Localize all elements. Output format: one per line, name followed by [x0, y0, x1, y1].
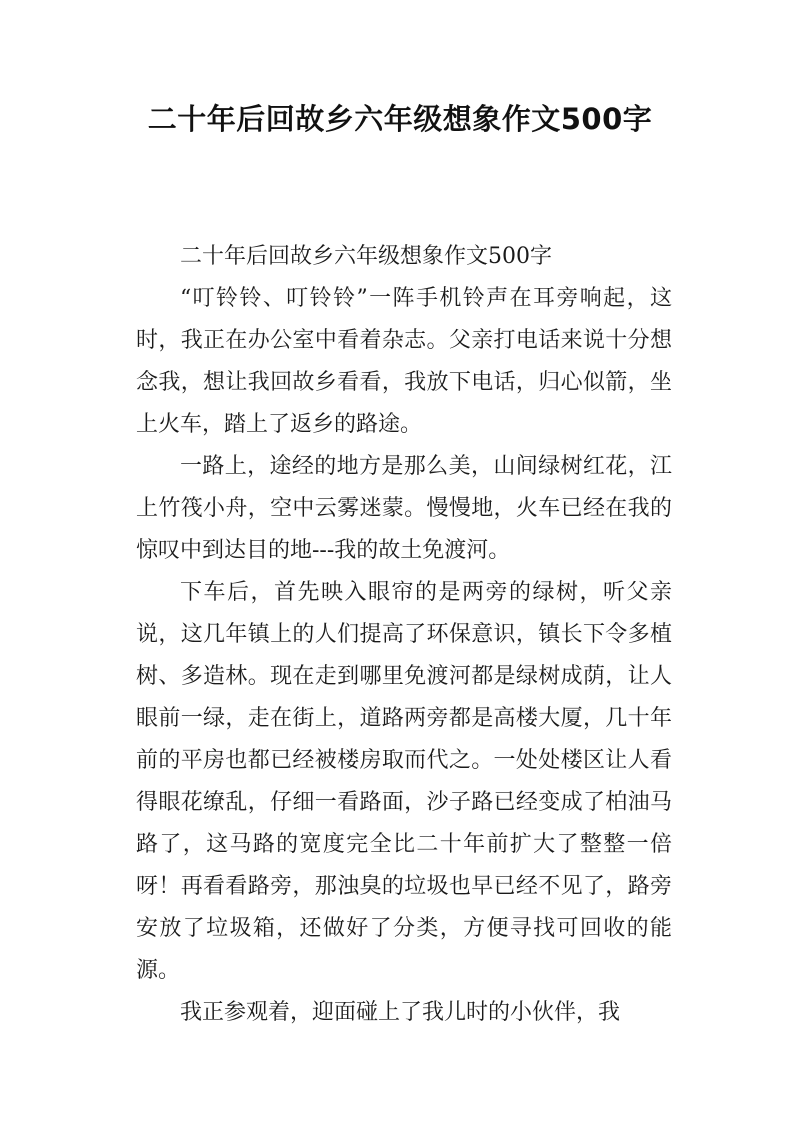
- paragraph-meeting-friend: 我正参观着，迎面碰上了我儿时的小伙伴，我: [180, 1000, 621, 1025]
- document-body: [136, 236, 672, 1034]
- paragraph-journey: 一路上，途经的地方是那么美，山间绿树红花，江上竹筏小舟，空中云雾迷蒙。慢慢地，火车已经在我的惊叹中到达目的地---我的故土免渡河。: [136, 454, 672, 563]
- paragraph-hometown-changes: 下车后，首先映入眼帘的是两旁的绿树，听父亲说，这几年镇上的人们提高了环保意识，镇长下令多植树、多造林。现在走到哪里免渡河都是绿树成荫，让人眼前一绿，走在街上，道路两旁都是高楼大厦，几十年前的平房也都已经被楼房取而代之。一处处楼区让人看得眼花缭乱，仔细一看路面，沙子路已经变成了柏油马路了，这马路的宽度完全比二十年前扩大了整整一倍呀！再看看路旁，那浊臭的垃圾也早已经不见了，路旁安放了垃圾箱，还做好了分类，方便寻找可回收的能源。: [136, 580, 672, 983]
- paragraph-subtitle: 二十年后回故乡六年级想象作文500字: [180, 244, 552, 269]
- document-title: 二十年后回故乡六年级想象作文500字: [147, 102, 653, 136]
- paragraph-phone-call: “叮铃铃、叮铃铃”一阵手机铃声在耳旁响起，这时，我正在办公室中看着杂志。父亲打电话来说十分想念我，想让我回故乡看看，我放下电话，归心似箭，坐上火车，踏上了返乡的路途。: [136, 286, 672, 437]
